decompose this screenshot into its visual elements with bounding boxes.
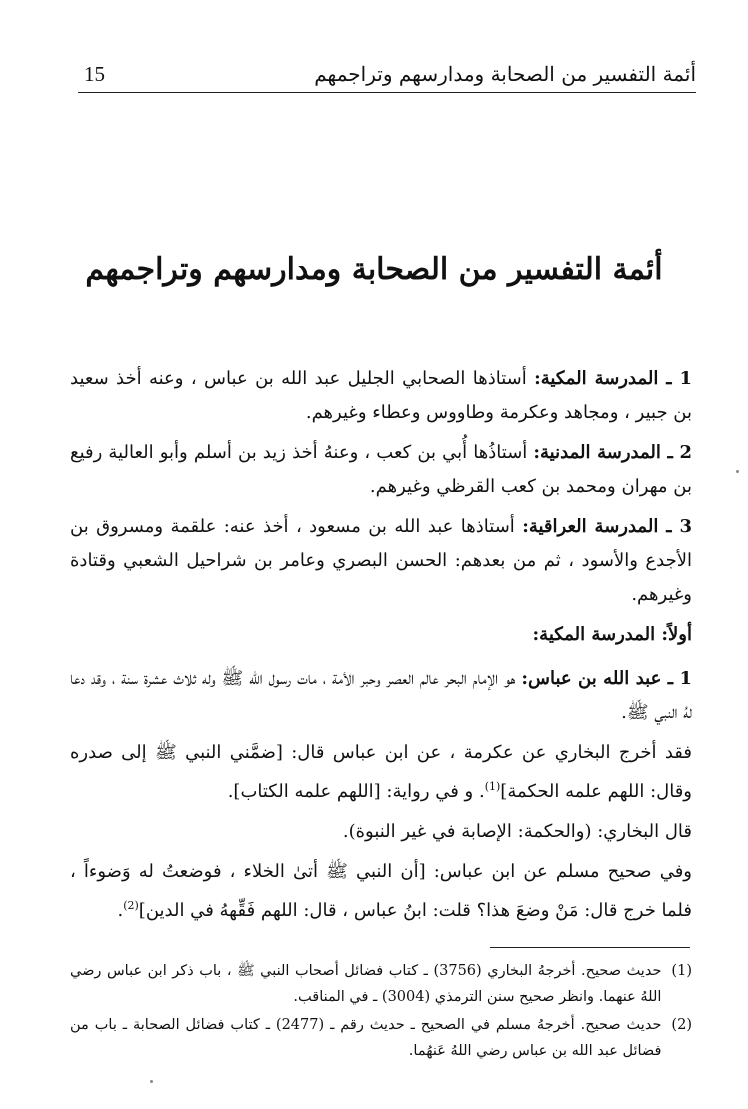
paragraph-muslim-hadith (70, 855, 692, 928)
footnote-text: حديث صحيح. أخرجهُ مسلم في الصحيح ـ حديث رقم ـ (2477) ـ كتاب فضائل الصحابة ـ باب من فضائل عبد الله بن عباس رضي اللهُ عَنهُما. (70, 1017, 662, 1059)
scan-speck (150, 1080, 153, 1083)
footnotes (70, 958, 692, 1066)
paragraph-madani-school (70, 436, 692, 504)
scan-speck (736, 470, 739, 473)
footnote-ref-2[interactable]: (2) (123, 899, 139, 912)
paragraph-text: وفي صحيح مسلم عن ابن عباس: [أن النبي ﷺ أتىٰ الخلاء ، فوضعتُ له وَضوءاً ، فلما خرج قال: مَنْ وضعَ هذا؟ قلت: ابنُ عباس ، قال: اللهم فَقِّههُ في الدين] (70, 861, 692, 921)
footnote-number: (1) (671, 963, 692, 979)
paragraph-text-after: . (117, 900, 124, 921)
paragraph-bukhari-hadith (70, 736, 692, 809)
paragraph-text: أستاذها عبد الله بن مسعود ، أخذ عنه: علقمة ومسروق بن الأجدع والأسود ، ثم من بعدهم: الحسن البصري وعامر بن شراحيل الشعبي وقتادة وغيرهم. (70, 516, 692, 605)
section-subheading: أولاً: المدرسة المكية: (532, 624, 692, 645)
paragraph-text: أستاذها الصحابي الجليل عبد الله بن عباس ، وعنه أخذ سعيد بن جبير ، ومجاهد وعكرمة وطاووس وعطاء وغيرهم. (70, 368, 692, 423)
paragraph-lead: 1 ـ المدرسة المكية: (534, 368, 692, 389)
paragraph-iraqi-school (70, 510, 692, 612)
footnotes-divider (490, 947, 690, 948)
paragraph-text-after: . و في رواية: [اللهم علمه الكتاب]. (227, 781, 485, 802)
paragraph-bukhari-quote: قال البخاري: (والحكمة: الإصابة في غير النبوة). (342, 821, 692, 842)
paragraph-lead: 2 ـ المدرسة المدنية: (533, 442, 692, 463)
paragraph-text: أستاذُها أُبي بن كعب ، وعنهُ أخذ زيد بن أسلم وأبو العالية رفيع بن مهران ومحمد بن كعب القرظي وغيرهم. (70, 442, 692, 497)
page-number: 15 (84, 62, 105, 86)
running-header (78, 58, 696, 93)
footnote-1 (70, 958, 692, 1010)
paragraph-text: هو الإمام البحر عالم العصر وحبر الأمة ، مات رسول الله ﷺ وله ثلاث عشرة سنة ، وقد دعا لهُ النبي ﷺ. (70, 668, 692, 723)
running-title: أئمة التفسير من الصحابة ومدارسهم وتراجمهم (314, 62, 696, 86)
body-text (70, 362, 692, 934)
footnote-text: حديث صحيح. أخرجهُ البخاري (3756) ـ كتاب فضائل أصحاب النبي ﷺ ، باب ذكر ابن عباس رضي اللهُ عنهما. وانظر صحيح سنن الترمذي (3004) ـ في المناقب. (70, 963, 662, 1005)
footnote-ref-1[interactable]: (1) (484, 780, 501, 793)
paragraph-lead: 3 ـ المدرسة العراقية: (522, 516, 692, 537)
footnote-number: (2) (671, 1017, 692, 1033)
footnote-2 (70, 1012, 692, 1064)
paragraph-makki-school (70, 362, 692, 430)
paragraph-text: فقد أخرج البخاري عن عكرمة ، عن ابن عباس قال: [ضمَّني النبي ﷺ إلى صدره وقال: اللهم علمه الحكمة] (70, 742, 692, 802)
chapter-title: أئمة التفسير من الصحابة ومدارسهم وتراجمهم (85, 252, 663, 287)
paragraph-ibn-abbas (70, 662, 692, 730)
paragraph-lead: 1 ـ عبد الله بن عباس: (521, 668, 692, 689)
